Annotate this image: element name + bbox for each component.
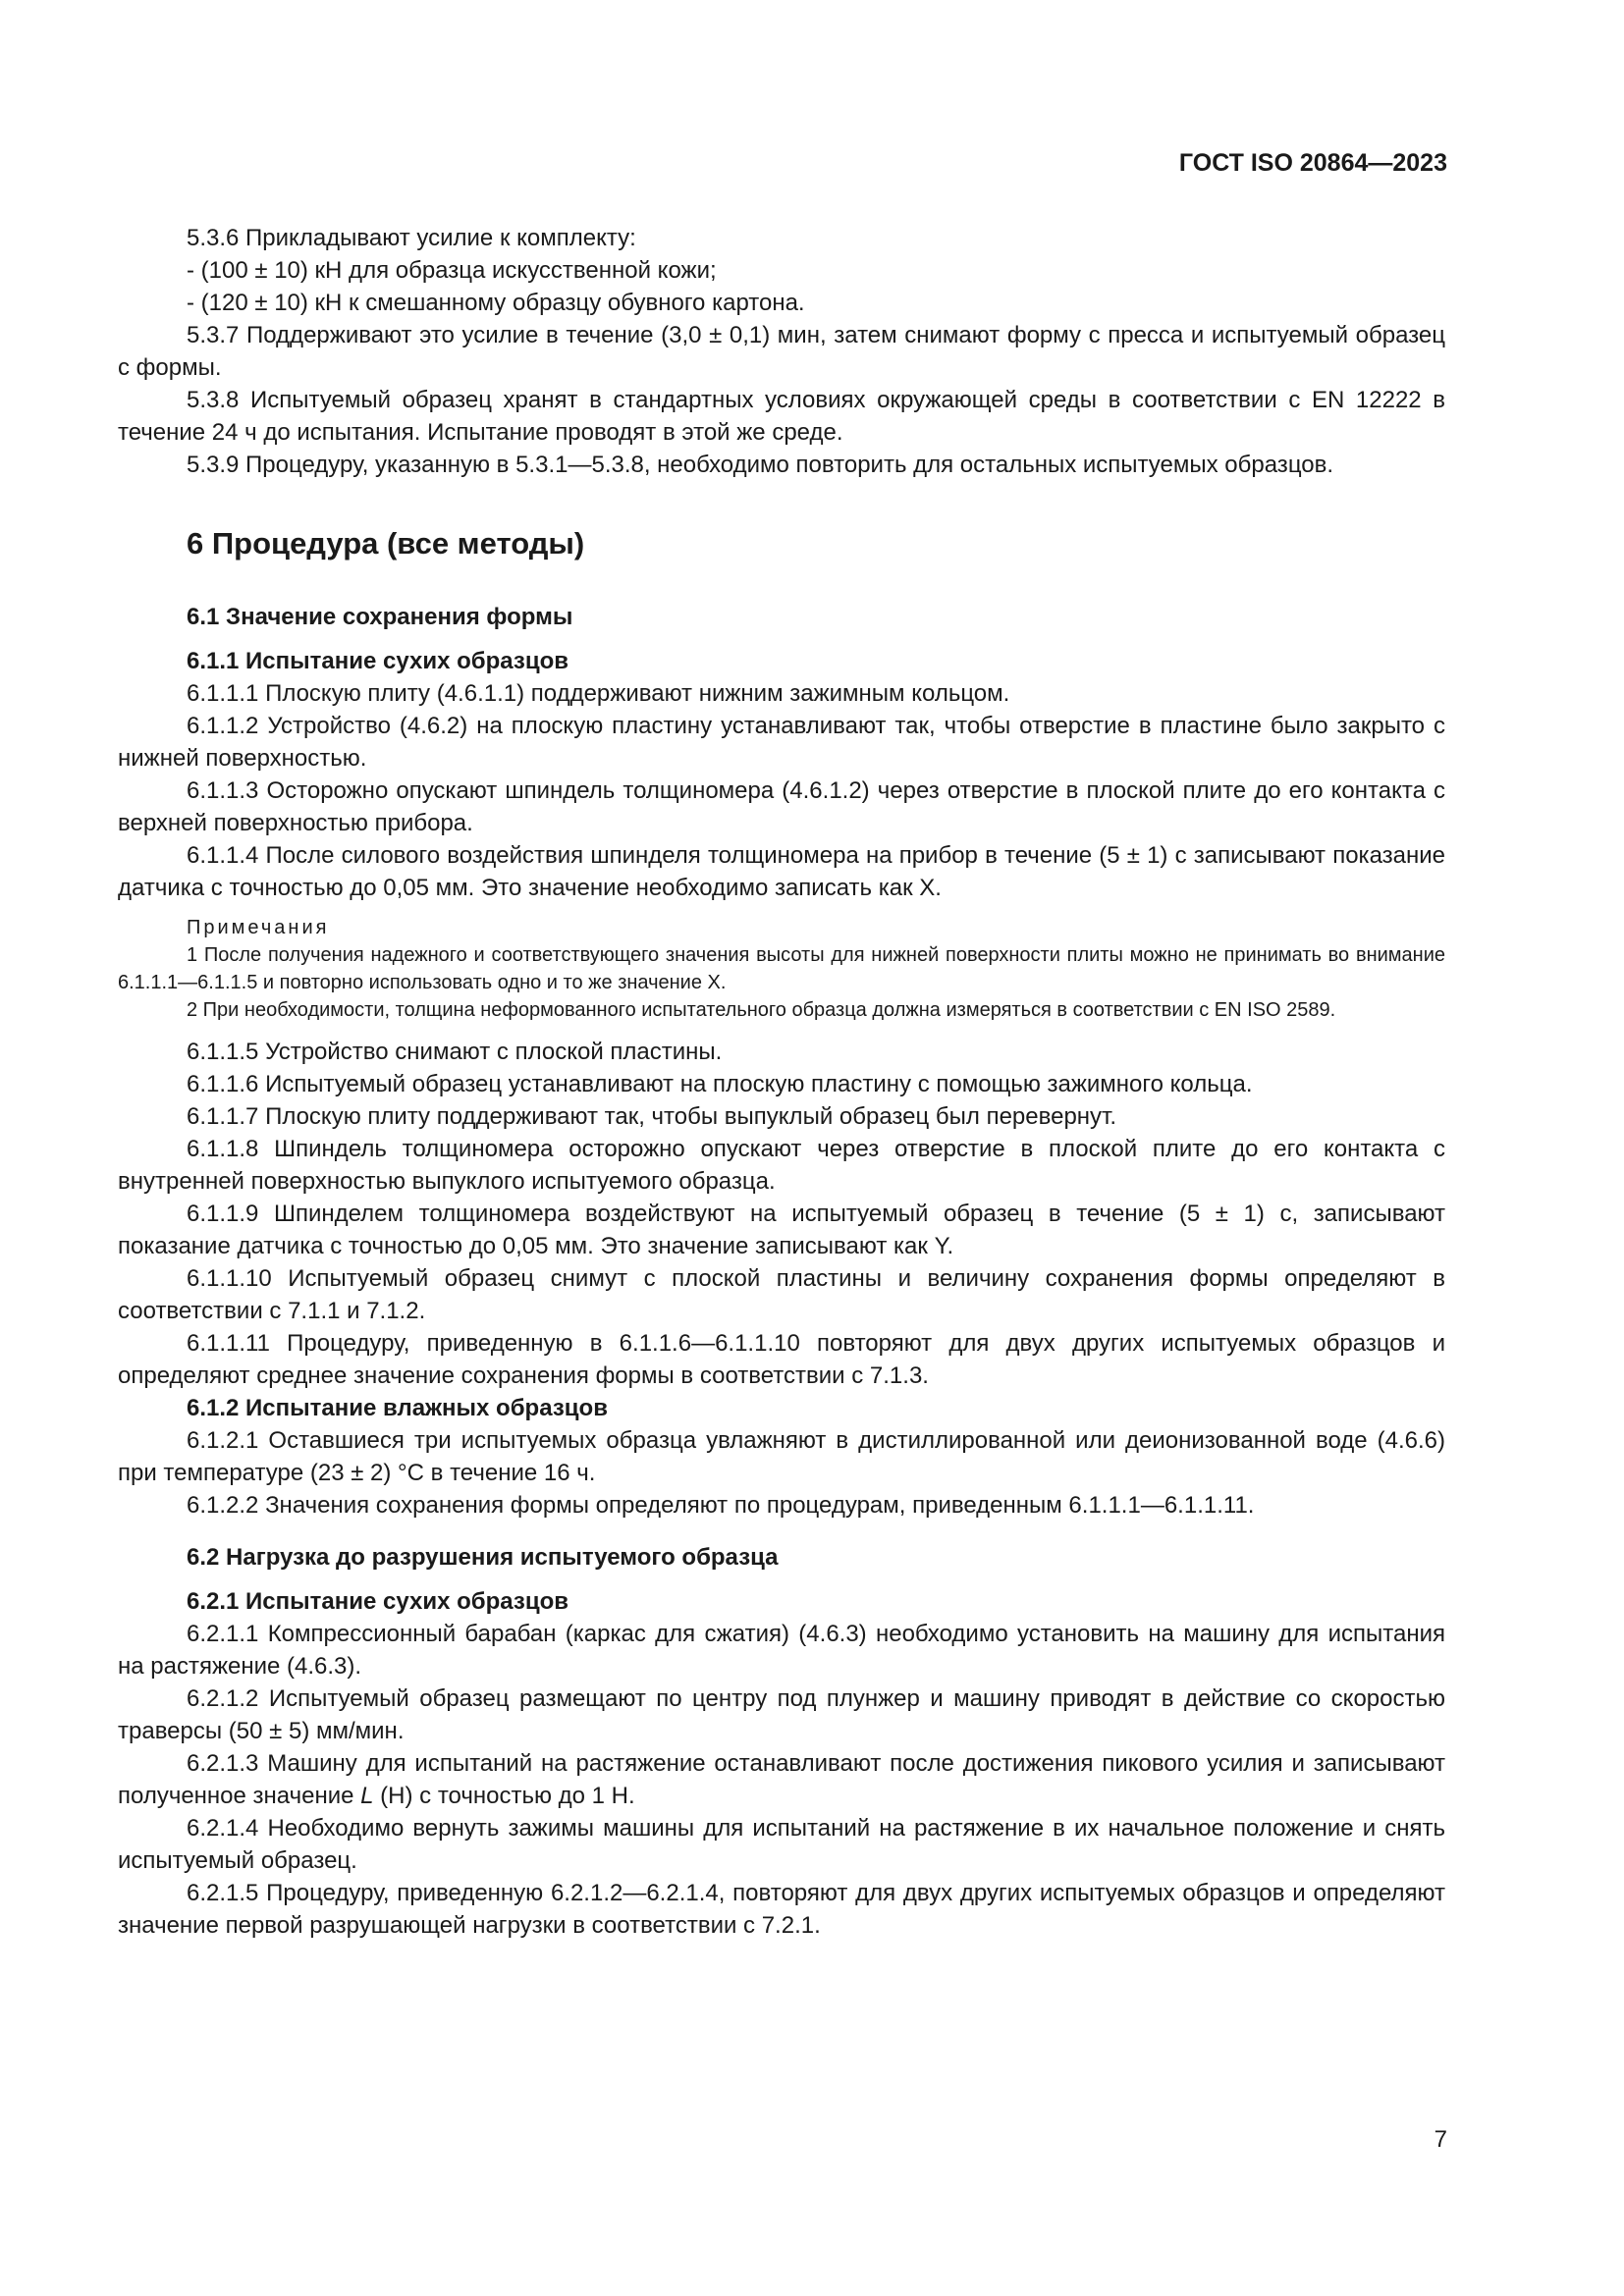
section-6-2-heading: 6.2 Нагрузка до разрушения испытуемого образца xyxy=(187,1544,779,1571)
paragraph-5-3-8: 5.3.8 Испытуемый образец хранят в стандартных условиях окружающей среды в соответствии с EN 12222 в течение 24 ч до испытания. Испытание проводят в этой же среде. xyxy=(118,387,1445,446)
paragraph-6-1-2-1: 6.1.2.1 Оставшиеся три испытуемых образца увлажняют в дистиллированной или деионизованной воде (4.6.6) при температуре (23 ± 2) °С в течение 16 ч. xyxy=(118,1427,1445,1486)
paragraph-6-1-1-4: 6.1.1.4 После силового воздействия шпинделя толщиномера на прибор в течение (5 ± 1) с записывают показание датчика с точностью до 0,05 мм. Это значение необходимо записать как X. xyxy=(118,842,1445,901)
page-number: 7 xyxy=(1434,2126,1447,2153)
paragraph-6-2-1-3-text-b: (Н) с точностью до 1 Н. xyxy=(373,1783,635,1809)
section-6-1-1-heading: 6.1.1 Испытание сухих образцов xyxy=(187,648,568,674)
section-6-2-1-heading: 6.2.1 Испытание сухих образцов xyxy=(187,1588,568,1615)
note-1: 1 После получения надежного и соответствующего значения высоты для нижней поверхности плиты можно не принимать во внимание 6.1.1.1—6.1.1.5 и повторно использовать одно и то же значение X. xyxy=(118,944,1445,993)
paragraph-6-1-1-6: 6.1.1.6 Испытуемый образец устанавливают на плоскую пластину с помощью зажимного кольца. xyxy=(187,1071,1253,1097)
paragraph-6-1-1-10: 6.1.1.10 Испытуемый образец снимут с плоской пластины и величину сохранения формы определяют в соответствии с 7.1.1 и 7.1.2. xyxy=(118,1265,1445,1324)
section-6-heading: 6 Процедура (все методы) xyxy=(187,526,585,561)
paragraph-6-2-1-3-text-a: 6.2.1.3 Машину для испытаний на растяжение останавливают после достижения пикового усилия и записывают полученное значение xyxy=(118,1750,1445,1809)
paragraph-5-3-6: 5.3.6 Прикладывают усилие к комплекту: xyxy=(187,225,636,251)
paragraph-5-3-9: 5.3.9 Процедуру, указанную в 5.3.1—5.3.8, необходимо повторить для остальных испытуемых образцов. xyxy=(187,452,1334,478)
section-6-1-2-heading: 6.1.2 Испытание влажных образцов xyxy=(187,1395,608,1421)
paragraph-6-2-1-1: 6.2.1.1 Компрессионный барабан (каркас для сжатия) (4.6.3) необходимо установить на машину для испытания на растяжение (4.6.3). xyxy=(118,1621,1445,1680)
page-content xyxy=(118,222,1445,1942)
paragraph-6-1-2-2: 6.1.2.2 Значения сохранения формы определяют по процедурам, приведенным 6.1.1.1—6.1.1.11. xyxy=(187,1492,1255,1519)
notes-block xyxy=(118,914,1445,1024)
notes-title: Примечания xyxy=(187,917,330,938)
list-item: - (120 ± 10) кН к смешанному образцу обувного картона. xyxy=(187,290,805,316)
note-2: 2 При необходимости, толщина неформованного испытательного образца должна измеряться в соответствии с EN ISO 2589. xyxy=(187,999,1336,1021)
paragraph-6-2-1-3 xyxy=(118,1747,1445,1812)
paragraph-6-1-1-9: 6.1.1.9 Шпинделем толщиномера воздействуют на испытуемый образец в течение (5 ± 1) с, записывают показание датчика с точностью до 0,05 мм. Это значение записывают как Y. xyxy=(118,1201,1445,1259)
paragraph-6-1-1-2: 6.1.1.2 Устройство (4.6.2) на плоскую пластину устанавливают так, чтобы отверстие в пластине было закрыто с нижней поверхностью. xyxy=(118,713,1445,772)
paragraph-6-1-1-1: 6.1.1.1 Плоскую плиту (4.6.1.1) поддерживают нижним зажимным кольцом. xyxy=(187,680,1010,707)
document-code: ГОСТ ISO 20864—2023 xyxy=(1178,149,1447,177)
paragraph-6-1-1-7: 6.1.1.7 Плоскую плиту поддерживают так, чтобы выпуклый образец был перевернут. xyxy=(187,1103,1117,1130)
paragraph-6-1-1-3: 6.1.1.3 Осторожно опускают шпиндель толщиномера (4.6.1.2) через отверстие в плоской плите до его контакта с верхней поверхностью прибора. xyxy=(118,777,1445,836)
paragraph-6-2-1-4: 6.2.1.4 Необходимо вернуть зажимы машины для испытаний на растяжение в их начальное положение и снять испытуемый образец. xyxy=(118,1815,1445,1874)
paragraph-6-2-1-2: 6.2.1.2 Испытуемый образец размещают по центру под плунжер и машину приводят в действие со скоростью траверсы (50 ± 5) мм/мин. xyxy=(118,1685,1445,1744)
variable-l: L xyxy=(360,1783,374,1809)
paragraph-6-2-1-5: 6.2.1.5 Процедуру, приведенную 6.2.1.2—6.2.1.4, повторяют для двух других испытуемых образцов и определяют значение первой разрушающей нагрузки в соответствии с 7.2.1. xyxy=(118,1880,1445,1939)
paragraph-6-1-1-8: 6.1.1.8 Шпиндель толщиномера осторожно опускают через отверстие в плоской плите до его контакта с внутренней поверхностью выпуклого испытуемого образца. xyxy=(118,1136,1445,1195)
paragraph-5-3-7: 5.3.7 Поддерживают это усилие в течение (3,0 ± 0,1) мин, затем снимают форму с пресса и испытуемый образец с формы. xyxy=(118,322,1445,381)
paragraph-6-1-1-5: 6.1.1.5 Устройство снимают с плоской пластины. xyxy=(187,1039,723,1065)
section-6-1-heading: 6.1 Значение сохранения формы xyxy=(187,604,573,630)
list-item: - (100 ± 10) кН для образца искусственной кожи; xyxy=(187,257,717,284)
paragraph-6-1-1-11: 6.1.1.11 Процедуру, приведенную в 6.1.1.6—6.1.1.10 повторяют для двух других испытуемых образцов и определяют среднее значение сохранения формы в соответствии с 7.1.3. xyxy=(118,1330,1445,1389)
